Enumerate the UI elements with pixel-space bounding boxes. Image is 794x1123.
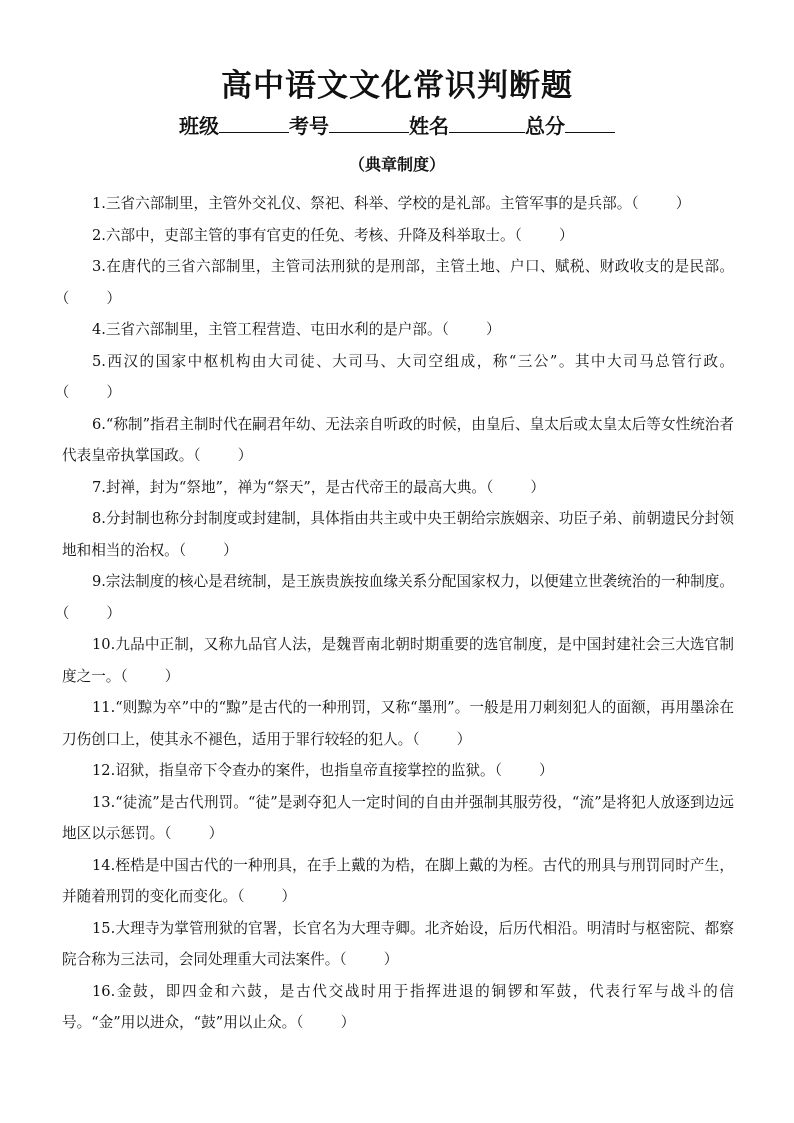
answer-blank[interactable]: （ ） [237,888,297,905]
class-label: 班级 [179,114,219,138]
name-blank[interactable] [449,114,525,133]
question-item [62,629,734,692]
question-item [62,913,734,976]
question-item [62,188,734,220]
question-text: 14.桎梏是中国古代的一种刑具，在手上戴的为梏，在脚上戴的为桎。古代的刑具与刑罚同时产生，并随着刑罚的变化而变化。 [62,856,734,905]
student-info-row [0,110,794,139]
question-item [62,692,734,755]
question-text: 15.大理寺为掌管刑狱的官署，长官名为大理寺卿。北齐始设，后历代相沿。明清时与枢密院、都察院合称为三法司，会同处理重大司法案件。 [62,919,734,968]
answer-blank[interactable]: （ ） [178,541,238,559]
question-item [62,472,734,504]
answer-blank[interactable]: （ ） [62,384,121,401]
answer-blank[interactable]: （ ） [339,951,399,968]
question-text: 13.“徒流”是古代刑罚。“徒”是剥夺犯人一定时间的自由并强制其服劳役，“流”是将犯人放逐到边远地区以示惩罚。 [62,793,734,842]
question-item [62,787,734,850]
question-text: 10.九品中正制，又称九品官人法，是魏晋南北朝时期重要的选官制度，是中国封建社会三大选官制度之一。 [62,636,734,685]
answer-blank[interactable]: （ ） [62,604,121,622]
question-item [62,850,734,913]
answer-blank[interactable]: （ ） [164,825,224,842]
question-item [62,976,734,1039]
question-text: 4.三省六部制里，主管工程营造、屯田水利的是户部。 [92,321,442,338]
question-item [62,409,734,472]
name-label: 姓名 [409,114,449,138]
exam-no-blank[interactable] [329,114,409,133]
answer-blank[interactable]: （ ） [296,1014,356,1031]
page-title: 高中语文文化常识判断题 [221,68,573,104]
question-text: 5.西汉的国家中枢机构由大司徒、大司马、大司空组成，称“三公”。其中大司马总管行政。 [92,352,734,370]
question-text: 1.三省六部制里，主管外交礼仪、祭祀、科举、学校的是礼部。主管军事的是兵部。 [92,195,632,212]
answer-blank[interactable]: （ ） [412,730,472,748]
question-item [62,314,734,346]
question-text: 9.宗法制度的核心是君统制，是王族贵族按血缘关系分配国家权力，以便建立世袭统治的一种制度。 [92,573,734,590]
answer-blank[interactable]: （ ） [514,226,574,244]
question-text: 11.“则黥为卒”中的“黥”是古代的一种刑罚，又称“墨刑”。一般是用刀刺刻犯人的面额，再用墨涂在刀伤创口上，使其永不褪色，适用于罪行较轻的犯人。 [62,699,734,748]
answer-blank[interactable]: （ ） [120,667,180,685]
question-text: 8.分封制也称分封制度或封建制，具体指由共主或中央王朝给宗族姻亲、功臣子弟、前朝遗民分封领地和相当的治权。 [62,510,734,559]
question-item [62,220,734,252]
class-blank[interactable] [219,114,289,133]
question-item [62,503,734,566]
answer-blank[interactable]: （ ） [193,447,253,464]
score-label: 总分 [525,114,565,138]
score-blank[interactable] [565,114,615,133]
section-heading: （典章制度） [348,155,445,174]
question-item [62,251,734,314]
answer-blank[interactable]: （ ） [631,195,691,212]
question-text: 3.在唐代的三省六部制里，主管司法刑狱的是刑部，主管土地、户口、赋税、财政收支的是民部。 [92,258,734,275]
answer-blank[interactable]: （ ） [62,289,121,307]
question-list [62,188,734,1039]
question-item [62,566,734,629]
question-text: 2.六部中，吏部主管的事有官吏的任免、考核、升降及科举取士。 [92,226,515,244]
question-text: 6.“称制”指君主制时代在嗣君年幼、无法亲自听政的时候，由皇后、皇太后或太皇太后等女性统治者代表皇帝执掌国政。 [62,415,734,464]
question-text: 7.封禅，封为“祭地”，禅为“祭天”，是古代帝王的最高大典。 [92,478,487,496]
question-text: 12.诏狱，指皇帝下令查办的案件，也指皇帝直接掌控的监狱。 [92,762,495,779]
question-item [62,346,734,409]
question-text: 16.金鼓，即四金和六鼓，是古代交战时用于指挥进退的铜锣和军鼓，代表行军与战斗的信号。“金”用以进众，“鼓”用以止众。 [62,982,734,1031]
question-item [62,755,734,787]
answer-blank[interactable]: （ ） [486,478,546,496]
exam-no-label: 考号 [289,114,329,138]
answer-blank[interactable]: （ ） [494,762,554,779]
answer-blank[interactable]: （ ） [441,321,501,338]
